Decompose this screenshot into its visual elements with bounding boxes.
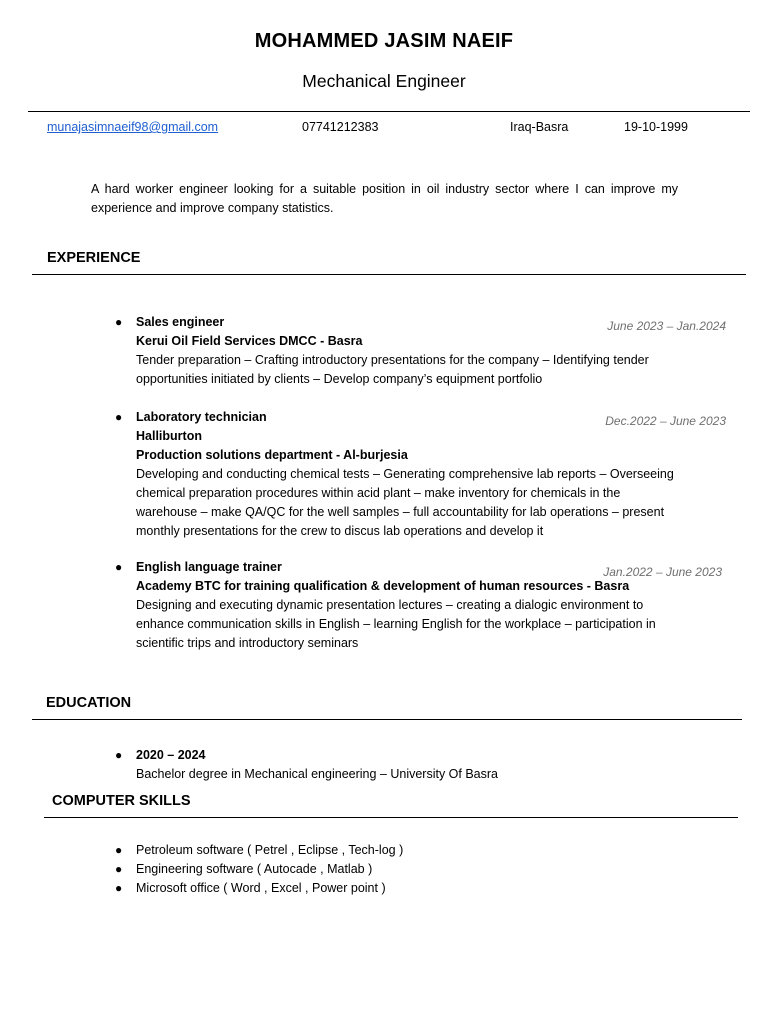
list-item [115,879,696,898]
education-divider [32,719,742,720]
description-line: enhance communication skills in English – learning English for the workplace – participation in [136,617,656,631]
location: Iraq-Basra [510,120,569,134]
bullet-icon: ● [115,315,123,329]
skills-divider [44,817,738,818]
job-title: Mechanical Engineer [302,71,466,91]
organization: Kerui Oil Field Services DMCC - Basra [136,334,363,348]
description-line: Developing and conducting chemical tests – Generating comprehensive lab reports – Overseeing [136,467,674,481]
bullet-icon: ● [115,862,123,876]
header-divider [28,111,750,112]
role-title: English language trainer [136,560,282,574]
skill-text: Petroleum software ( Petrel , Eclipse , Tech-log ) [136,843,404,857]
list-item [115,841,696,860]
education-heading: EDUCATION [46,695,132,711]
list-item [115,860,696,879]
role-title: Laboratory technician [136,410,267,424]
description-line: scientific trips and introductory seminars [136,636,359,650]
organization: Halliburton [136,429,202,443]
skill-text: Microsoft office ( Word , Excel , Power point ) [136,881,386,895]
organization-department: Production solutions department - Al-burjesia [136,448,408,462]
bullet-icon: ● [115,410,123,424]
birthdate: 19-10-1999 [624,120,688,134]
education-item [115,746,696,784]
education-degree: Bachelor degree in Mechanical engineering – University Of Basra [136,767,498,781]
description-line: chemical preparation procedures within acid plant – make inventory for chemicals in the [136,486,621,500]
date-range: Jan.2022 – June 2023 [603,565,722,579]
education-years: 2020 – 2024 [136,748,206,762]
description-line: Tender preparation – Crafting introductory presentations for the company – Identifying tender [136,353,649,367]
phone-number: 07741212383 [302,120,379,134]
description-line: Designing and executing dynamic presentation lectures – creating a dialogic environment to [136,598,644,612]
skills-list [115,841,696,898]
bullet-icon: ● [115,748,123,762]
bullet-icon: ● [115,881,123,895]
organization: Academy BTC for training qualification & development of human resources - Basra [136,579,630,593]
description-line: warehouse – make QA/QC for the well samples – full accountability for lab operations – present [136,505,665,519]
date-range: Dec.2022 – June 2023 [605,414,726,428]
skill-text: Engineering software ( Autocade , Matlab ) [136,862,373,876]
candidate-name: MOHAMMED JASIM NAEIF [254,30,514,52]
role-title: Sales engineer [136,315,225,329]
description-line: opportunities initiated by clients – Develop company’s equipment portfolio [136,372,543,386]
experience-heading: EXPERIENCE [47,250,141,266]
bullet-icon: ● [115,843,123,857]
summary-paragraph: A hard worker engineer looking for a suitable position in oil industry sector where I can improve my experience and improve company statistics. [91,182,678,215]
skills-heading: COMPUTER SKILLS [52,793,191,809]
email-link[interactable]: munajasimnaeif98@gmail.com [47,120,219,134]
experience-divider [32,274,746,275]
description-line: monthly presentations for the crew to discus lab operations and develop it [136,524,544,538]
date-range: June 2023 – Jan.2024 [607,319,726,333]
bullet-icon: ● [115,560,123,574]
